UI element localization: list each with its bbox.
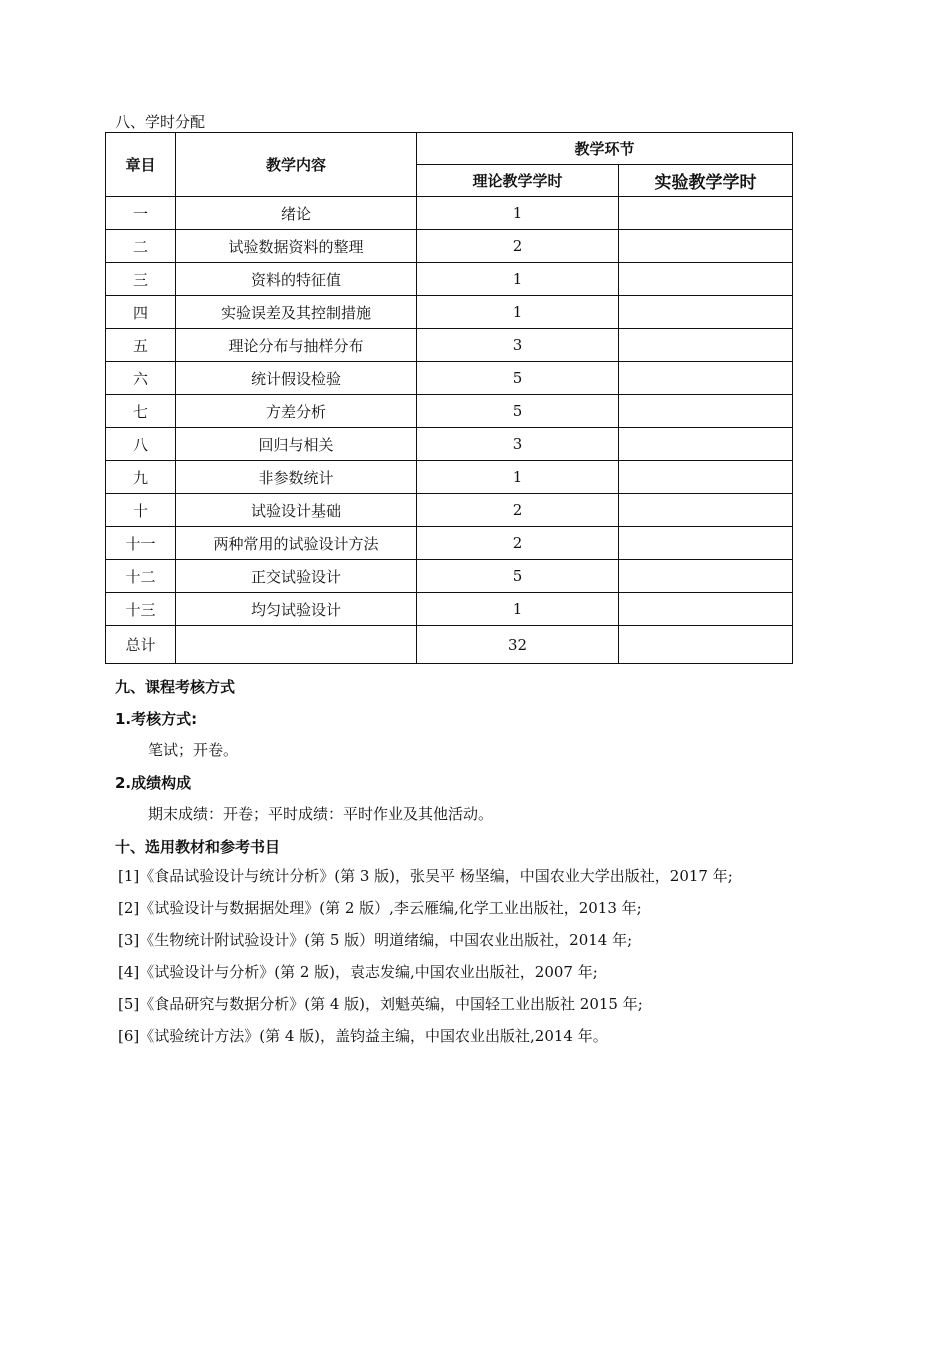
chapter-cell: 三 — [106, 263, 176, 296]
header-lab-hours: 实验教学学时 — [619, 165, 793, 197]
total-label-cell: 总计 — [106, 626, 176, 664]
table-row — [106, 395, 793, 428]
reference-item: [1]《食品试验设计与统计分析》(第 3 版)，张吴平 杨坚编，中国农业大学出版社，2017 年; — [118, 867, 733, 885]
content-cell: 绪论 — [176, 197, 417, 230]
table-row — [106, 329, 793, 362]
chapter-cell: 二 — [106, 230, 176, 263]
table-row — [106, 560, 793, 593]
lab-hours-cell — [619, 395, 793, 428]
lab-hours-cell — [619, 197, 793, 230]
table-row — [106, 494, 793, 527]
header-theory-hours: 理论教学学时 — [417, 165, 619, 197]
theory-hours-cell: 5 — [417, 362, 619, 395]
content-cell: 回归与相关 — [176, 428, 417, 461]
content-cell: 正交试验设计 — [176, 560, 417, 593]
chapter-cell: 一 — [106, 197, 176, 230]
table-row — [106, 263, 793, 296]
theory-hours-cell: 5 — [417, 560, 619, 593]
theory-hours-cell: 2 — [417, 494, 619, 527]
theory-hours-cell: 3 — [417, 428, 619, 461]
reference-item: [2]《试验设计与数据据处理》(第 2 版）,李云雁编,化学工业出版社，2013 年; — [118, 899, 642, 917]
table-row — [106, 230, 793, 263]
total-lab-hours-cell — [619, 626, 793, 664]
grade-composition-title: 2.成绩构成 — [115, 774, 192, 792]
content-cell: 非参数统计 — [176, 461, 417, 494]
assessment-method-title: 1.考核方式: — [115, 710, 198, 728]
content-cell: 统计假设检验 — [176, 362, 417, 395]
chapter-cell: 十一 — [106, 527, 176, 560]
lab-hours-cell — [619, 494, 793, 527]
table-row — [106, 461, 793, 494]
chapter-cell: 十 — [106, 494, 176, 527]
table-row — [106, 197, 793, 230]
chapter-cell: 十二 — [106, 560, 176, 593]
content-cell: 方差分析 — [176, 395, 417, 428]
chapter-cell: 八 — [106, 428, 176, 461]
lab-hours-cell — [619, 263, 793, 296]
reference-item: [4]《试验设计与分析》(第 2 版)，袁志发编,中国农业出版社，2007 年; — [118, 963, 598, 981]
content-cell: 理论分布与抽样分布 — [176, 329, 417, 362]
chapter-cell: 七 — [106, 395, 176, 428]
chapter-cell: 九 — [106, 461, 176, 494]
theory-hours-cell: 2 — [417, 527, 619, 560]
lab-hours-cell — [619, 461, 793, 494]
reference-item: [6]《试验统计方法》(第 4 版)，盖钧益主编，中国农业出版社,2014 年。 — [118, 1027, 608, 1045]
reference-item: [5]《食品研究与数据分析》(第 4 版)，刘魁英编，中国轻工业出版社 2015 年; — [118, 995, 643, 1013]
lab-hours-cell — [619, 428, 793, 461]
lab-hours-cell — [619, 593, 793, 626]
content-cell: 资料的特征值 — [176, 263, 417, 296]
table-row — [106, 593, 793, 626]
theory-hours-cell: 5 — [417, 395, 619, 428]
assessment-method-text: 笔试；开卷。 — [148, 741, 239, 759]
table-row — [106, 428, 793, 461]
theory-hours-cell: 3 — [417, 329, 619, 362]
grade-composition-text: 期末成绩：开卷；平时成绩：平时作业及其他活动。 — [148, 805, 494, 823]
theory-hours-cell: 1 — [417, 593, 619, 626]
theory-hours-cell: 2 — [417, 230, 619, 263]
chapter-cell: 五 — [106, 329, 176, 362]
section-10-title: 十、选用教材和参考书目 — [115, 838, 281, 856]
header-content: 教学内容 — [176, 133, 417, 197]
header-teaching-section: 教学环节 — [417, 133, 793, 165]
lab-hours-cell — [619, 329, 793, 362]
chapter-cell: 六 — [106, 362, 176, 395]
table-row — [106, 527, 793, 560]
content-cell: 均匀试验设计 — [176, 593, 417, 626]
hours-table — [105, 132, 793, 664]
lab-hours-cell — [619, 560, 793, 593]
lab-hours-cell — [619, 296, 793, 329]
section-8-title: 八、学时分配 — [115, 113, 206, 131]
lab-hours-cell — [619, 230, 793, 263]
table-total-row — [106, 626, 793, 664]
theory-hours-cell: 1 — [417, 461, 619, 494]
chapter-cell: 四 — [106, 296, 176, 329]
theory-hours-cell: 1 — [417, 197, 619, 230]
section-9-title: 九、课程考核方式 — [115, 678, 236, 696]
content-cell: 实验误差及其控制措施 — [176, 296, 417, 329]
total-theory-hours-cell: 32 — [417, 626, 619, 664]
reference-item: [3]《生物统计附试验设计》(第 5 版）明道绪编，中国农业出版社，2014 年; — [118, 931, 633, 949]
total-content-cell — [176, 626, 417, 664]
content-cell: 两种常用的试验设计方法 — [176, 527, 417, 560]
table-row — [106, 296, 793, 329]
content-cell: 试验设计基础 — [176, 494, 417, 527]
lab-hours-cell — [619, 362, 793, 395]
reference-list — [118, 866, 733, 1058]
theory-hours-cell: 1 — [417, 296, 619, 329]
content-cell: 试验数据资料的整理 — [176, 230, 417, 263]
table-row — [106, 362, 793, 395]
chapter-cell: 十三 — [106, 593, 176, 626]
lab-hours-cell — [619, 527, 793, 560]
theory-hours-cell: 1 — [417, 263, 619, 296]
header-chapter: 章目 — [106, 133, 176, 197]
